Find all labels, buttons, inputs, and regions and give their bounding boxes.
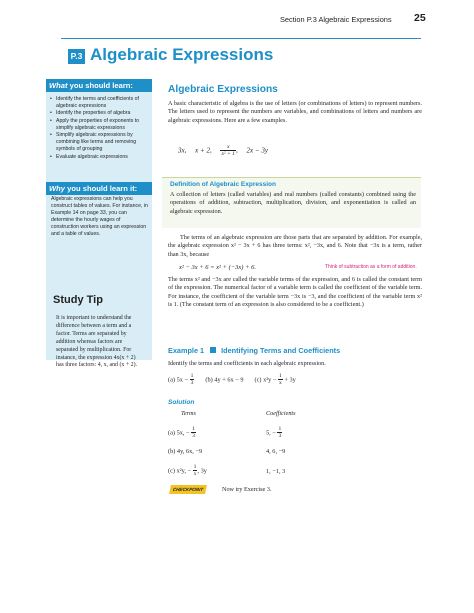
learn-item: • Identify the properties of algebra	[50, 110, 152, 117]
why-header	[46, 182, 152, 195]
expr-3-fraction	[220, 144, 236, 158]
checkpoint-text: Now try Exercise 3.	[222, 486, 272, 493]
expr-3-den: x² + 1	[221, 151, 235, 158]
learn-item: • Evaluate algebraic expressions	[50, 154, 152, 161]
margin-note: Think of subtraction as a form of addition.	[325, 264, 417, 270]
row-a-coef-fraction	[277, 426, 282, 440]
learn-item: • Identify the terms and coefficients of algebraic expressions	[50, 96, 152, 110]
row-c-terms-den: x	[193, 471, 197, 478]
why-text: Algebraic expressions can help you construct tables of values. For instance, in Example 14 on page 33, you can determine the hourly wages of construction workers using an expression and a table of values.	[51, 196, 148, 237]
why-header-rest: you should learn it:	[65, 184, 138, 193]
solution-row-b-terms: (b) 4y, 6x, −9	[168, 448, 203, 455]
part-c-fraction	[278, 373, 283, 387]
running-head	[0, 12, 474, 26]
expr-3-comma: ,	[235, 146, 238, 155]
header-rule	[61, 38, 421, 39]
row-a-terms-fraction	[191, 426, 196, 440]
row-a-terms-den: 3	[192, 433, 195, 440]
page-number: 25	[414, 12, 426, 24]
running-title: Section P.3 Algebraic Expressions	[280, 15, 392, 24]
solution-row-a-coefs	[266, 426, 282, 440]
row-a-terms-num: 1	[192, 426, 195, 432]
example-expressions	[178, 144, 268, 158]
example-instruction: Identify the terms and coefficients in each algebraic expression.	[168, 360, 326, 367]
learn-item: • Apply the properties of exponents to simplify algebraic expressions	[50, 118, 152, 132]
part-a-num: 1	[190, 373, 194, 379]
definition-text: A collection of letters (called variables) and real numbers (called constants) combined using the operations of addition, subtraction, multiplication, division, and exponentiation is called an algebraic expression.	[170, 191, 416, 215]
learn-header-word: What	[49, 81, 68, 90]
solution-row-c-terms	[168, 464, 207, 478]
row-a-coef-num: 1	[278, 426, 282, 432]
part-b: (b) 4y + 6x − 9	[205, 376, 244, 384]
solution-row-c-coefs: 1, −1, 3	[266, 468, 286, 475]
learn-header	[46, 79, 152, 92]
learn-header-rest: you should learn:	[67, 81, 133, 90]
example-parts	[168, 373, 296, 387]
checkpoint-badge: CHECKPOINT	[169, 485, 207, 494]
col-head-terms: Terms	[181, 410, 196, 417]
section-badge: P.3	[68, 49, 85, 64]
part-c-den: x	[278, 380, 282, 387]
definition-title: Definition of Algebraic Expression	[170, 181, 276, 188]
part-a: (a) 5x −	[168, 376, 188, 384]
expr-2: x + 2,	[195, 146, 212, 155]
study-tip-title: Study Tip	[53, 294, 103, 306]
main-heading: Algebraic Expressions	[168, 84, 278, 95]
learn-list	[50, 96, 152, 161]
part-c-num: 1	[278, 373, 282, 379]
example-heading	[168, 346, 340, 355]
example-title: Identifying Terms and Coefficients	[221, 346, 341, 355]
expr-1: 3x,	[178, 146, 187, 155]
expr-3-num: x	[220, 144, 236, 151]
section-title: Algebraic Expressions	[90, 45, 274, 64]
constant-paragraph: The terms x² and −3x are called the variable terms of the expression, and 6 is called the constant term of the expression. The numerical factor of a variable term is called the coefficient of the variable term. For instance, the coefficient of the variable term −3x is −3, and the coefficient of the variable term x² is 1. (The constant term of an expression is also considered to be a coefficient.)	[168, 276, 422, 308]
part-a-den: 3	[190, 380, 194, 387]
expr-4: 2x − 3y	[246, 146, 268, 155]
solution-label: Solution	[168, 399, 195, 406]
part-a-fraction	[190, 373, 195, 387]
row-c-terms-num: 1	[193, 464, 197, 470]
example-square-icon	[210, 347, 216, 353]
row-a-coef-den: 3	[278, 433, 282, 440]
intro-paragraph: A basic characteristic of algebra is the use of letters (or combinations of letters) to represent numbers. The letters used to represent the numbers are variables, and combinations of letters and numbers are algebraic expressions. Here are a few examples.	[168, 100, 422, 124]
learn-item: • Simplify algebraic expressions by combining like terms and removing symbols of grouping	[50, 132, 152, 152]
row-c-terms-text: (c) x²y, −	[168, 467, 192, 475]
terms-paragraph: The terms of an algebraic expression are those parts that are separated by addition. For example, the algebraic expression x² − 3x + 6 has three terms: x², −3x, and 6. Note that −3x is a term, rather than 3x, because	[168, 234, 422, 258]
row-a-coef-text: 5, −	[266, 429, 276, 437]
study-tip-body: It is important to understand the difference between a term and a factor. Terms are separated by addition whereas factors are separated by multiplication. For instance, the expression 4x(x + 2) has three factors: 4, x, and (x + 2).	[56, 315, 138, 369]
row-c-terms-tail: , 3y	[197, 467, 207, 475]
row-a-terms-text: (a) 5x, −	[168, 429, 190, 437]
solution-row-b-coefs: 4, 6, −9	[266, 448, 286, 455]
why-header-word: Why	[49, 184, 66, 193]
part-c: (c) x²y −	[254, 376, 277, 384]
part-c-tail: + 3y	[284, 376, 296, 384]
col-head-coefficients: Coefficients	[266, 410, 296, 417]
example-label: Example 1	[168, 346, 205, 355]
terms-equation: x² − 3x + 6 = x² + (−3x) + 6.	[179, 264, 256, 271]
solution-row-a-terms	[168, 426, 196, 440]
